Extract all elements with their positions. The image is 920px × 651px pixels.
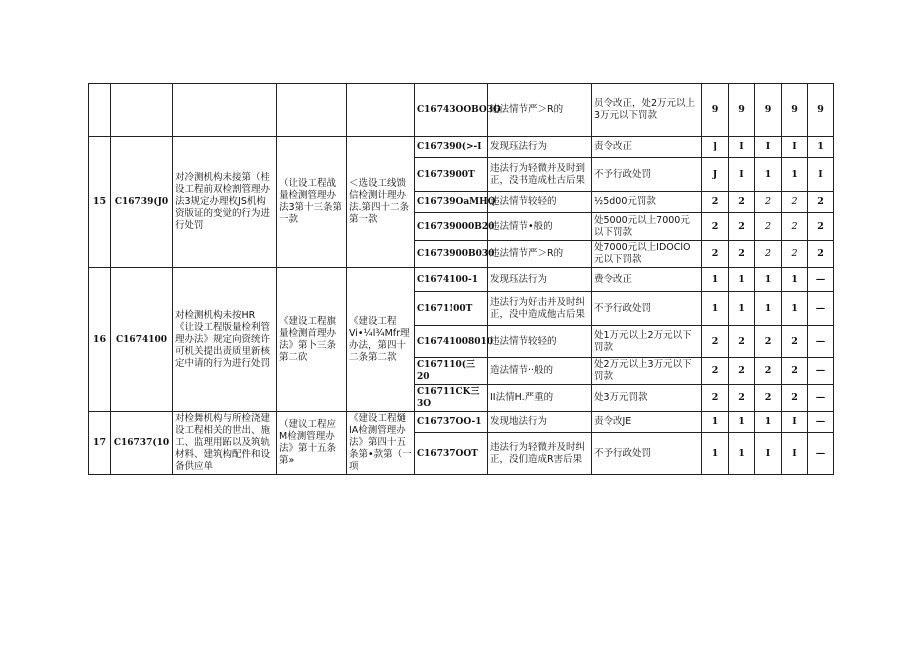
penalty-basis-cell: 《建设工程Vi•¼l¾Mfr理办法，第四十二条第二款 xyxy=(347,268,415,412)
table-row xyxy=(89,84,834,137)
level-cell: 2 xyxy=(729,358,755,385)
level-cell: — xyxy=(808,268,834,292)
level-cell: 1 xyxy=(729,292,755,326)
standard-cell: 处7000元以上IDOClO元以下罚款 xyxy=(592,241,702,268)
level-cell: 2 xyxy=(729,385,755,412)
level-cell: 1 xyxy=(782,158,808,192)
level-cell: J xyxy=(702,158,729,192)
sub-code-cell: C167110(三20 xyxy=(415,358,488,385)
level-cell: I xyxy=(755,137,782,158)
sub-code-cell: C16737OOT xyxy=(415,433,488,475)
parent-code-cell xyxy=(111,84,173,137)
circumstance-cell: 违法情节严＞R的 xyxy=(488,84,592,137)
level-cell: ] xyxy=(702,137,729,158)
level-cell: — xyxy=(808,412,834,433)
circumstance-cell: II法情H.严重的 xyxy=(488,385,592,412)
table-row xyxy=(89,268,834,292)
sub-code-cell: C1671!00T xyxy=(415,292,488,326)
legal-basis-cell xyxy=(277,84,347,137)
circumstance-cell: 发现珏法行为 xyxy=(488,268,592,292)
table-row xyxy=(89,412,834,433)
level-cell: 1 xyxy=(782,268,808,292)
sub-code-cell: C167390(>-I xyxy=(415,137,488,158)
circumstance-cell: 违法行为轻微并及时纠正，没们造成R害后果 xyxy=(488,433,592,475)
item-name-cell xyxy=(173,84,277,137)
level-cell: I xyxy=(729,158,755,192)
circumstance-cell: 发现地法行为 xyxy=(488,412,592,433)
parent-code-cell: C16739(J0 xyxy=(111,137,173,268)
seq-cell: 15 xyxy=(89,137,111,268)
level-cell: 9 xyxy=(782,84,808,137)
level-cell: 1 xyxy=(808,137,834,158)
level-cell: I xyxy=(782,137,808,158)
level-cell: 1 xyxy=(702,412,729,433)
level-cell: — xyxy=(808,326,834,358)
circumstance-cell: 违法情节•般的 xyxy=(488,213,592,241)
level-cell: 2 xyxy=(782,192,808,213)
level-cell: 2 xyxy=(808,213,834,241)
level-cell: 1 xyxy=(755,412,782,433)
level-cell: I xyxy=(729,137,755,158)
level-cell: 2 xyxy=(729,241,755,268)
seq-cell: 17 xyxy=(89,412,111,475)
circumstance-cell: 违法情节严＞R的 xyxy=(488,241,592,268)
sub-code-cell: C16741008010 xyxy=(415,326,488,358)
level-cell: 9 xyxy=(702,84,729,137)
table-row xyxy=(89,137,834,158)
item-name-cell: 对检测机构未按HR《让设工程版量检利管理办法》规定向资统许可机关提出责质里新核定中请的行为进行处罚 xyxy=(173,268,277,412)
sub-code-cell: C16739000B20 xyxy=(415,213,488,241)
circumstance-cell: 违法行为好击并及时纠正，没中造成他古后果 xyxy=(488,292,592,326)
penalty-basis-cell: ＜选设工线馈信检测计理办法.第四十二条第一款 xyxy=(347,137,415,268)
sub-code-cell: C16743OOBO3O xyxy=(415,84,488,137)
level-cell: 2 xyxy=(782,241,808,268)
level-cell: 2 xyxy=(729,326,755,358)
level-cell: 2 xyxy=(755,326,782,358)
seq-cell: 16 xyxy=(89,268,111,412)
standard-cell: 责令改JE xyxy=(592,412,702,433)
standard-cell: 员令改正，处2万元以上3万元以下罚款 xyxy=(592,84,702,137)
level-cell: — xyxy=(808,358,834,385)
level-cell: 1 xyxy=(729,268,755,292)
sub-code-cell: C1673900B030 xyxy=(415,241,488,268)
item-name-cell: 对冷测机构未接第（桂设工程前双检割管理办法3规定办理枚JS机构资版证的变觉的行为进行处罚 xyxy=(173,137,277,268)
level-cell: I xyxy=(808,158,834,192)
standard-cell: ½5d00元罚款 xyxy=(592,192,702,213)
level-cell: I xyxy=(782,433,808,475)
circumstance-cell: 发现珏法行为 xyxy=(488,137,592,158)
level-cell: 2 xyxy=(808,192,834,213)
level-cell: 1 xyxy=(755,292,782,326)
penalty-basis-cell: 《建设工程熥IA检测管理办法》第四十五条第•款第（一项 xyxy=(347,412,415,475)
item-name-cell: 对检舞机构与所检浇建设工程相关的世出、施工、监理用跖以及筑轨材料、建筑构配件和设备供应单 xyxy=(173,412,277,475)
level-cell: 2 xyxy=(729,213,755,241)
level-cell: 2 xyxy=(782,385,808,412)
penalty-basis-cell xyxy=(347,84,415,137)
level-cell: 1 xyxy=(755,158,782,192)
level-cell: 1 xyxy=(702,268,729,292)
circumstance-cell: 造法情节··般的 xyxy=(488,358,592,385)
standard-cell: 不予行政处罚 xyxy=(592,158,702,192)
level-cell: 1 xyxy=(702,292,729,326)
level-cell: 9 xyxy=(755,84,782,137)
legal-basis-cell: 《建设工程旗量检测首理办法》第卜三条第二砍 xyxy=(277,268,347,412)
standard-cell: 处5000元以上7000元以下罚款 xyxy=(592,213,702,241)
standard-cell: 不予行政处罚 xyxy=(592,292,702,326)
sub-code-cell: C1673900T xyxy=(415,158,488,192)
level-cell: 1 xyxy=(729,433,755,475)
level-cell: I xyxy=(782,412,808,433)
level-cell: 2 xyxy=(702,326,729,358)
standard-cell: 不予行政处罚 xyxy=(592,433,702,475)
level-cell: 9 xyxy=(808,84,834,137)
level-cell: 2 xyxy=(729,192,755,213)
standard-cell: 责令改正 xyxy=(592,137,702,158)
circumstance-cell: 违法行为轻微并及时到正，没书造成杜古后果 xyxy=(488,158,592,192)
level-cell: 1 xyxy=(755,268,782,292)
sub-code-cell: C16737OO-1 xyxy=(415,412,488,433)
level-cell: 2 xyxy=(702,241,729,268)
parent-code-cell: C1674100 xyxy=(111,268,173,412)
legal-basis-cell: （建议工程应M检测管理办法》第十五条第» xyxy=(277,412,347,475)
level-cell: 2 xyxy=(702,385,729,412)
level-cell: — xyxy=(808,433,834,475)
level-cell: — xyxy=(808,292,834,326)
sub-code-cell: C1674100-1 xyxy=(415,268,488,292)
legal-basis-cell: （让设工程战量检测管理办法3第十三条第一款 xyxy=(277,137,347,268)
level-cell: — xyxy=(808,385,834,412)
level-cell: 2 xyxy=(782,358,808,385)
sub-code-cell: C16711CK三3O xyxy=(415,385,488,412)
level-cell: 2 xyxy=(755,241,782,268)
standard-cell: 处1万元以上2万元以下罚款 xyxy=(592,326,702,358)
parent-code-cell: C16737(10 xyxy=(111,412,173,475)
level-cell: 2 xyxy=(755,385,782,412)
level-cell: 2 xyxy=(755,358,782,385)
circumstance-cell: 违法情节较轻的 xyxy=(488,326,592,358)
level-cell: I xyxy=(755,433,782,475)
level-cell: 2 xyxy=(702,358,729,385)
level-cell: 2 xyxy=(755,192,782,213)
level-cell: 2 xyxy=(808,241,834,268)
level-cell: 2 xyxy=(782,213,808,241)
level-cell: 2 xyxy=(702,213,729,241)
level-cell: 2 xyxy=(755,213,782,241)
seq-cell xyxy=(89,84,111,137)
standard-cell: 费令改正 xyxy=(592,268,702,292)
level-cell: 2 xyxy=(702,192,729,213)
level-cell: 1 xyxy=(702,433,729,475)
level-cell: 9 xyxy=(729,84,755,137)
penalty-standard-table xyxy=(88,83,834,475)
circumstance-cell: 违法情节较轻的 xyxy=(488,192,592,213)
sub-code-cell: C16739OaMHQ xyxy=(415,192,488,213)
standard-cell: 处2万元以上3万元以下罚款 xyxy=(592,358,702,385)
standard-cell: 处3万元罚款 xyxy=(592,385,702,412)
level-cell: 1 xyxy=(729,412,755,433)
level-cell: 2 xyxy=(782,326,808,358)
level-cell: 1 xyxy=(782,292,808,326)
